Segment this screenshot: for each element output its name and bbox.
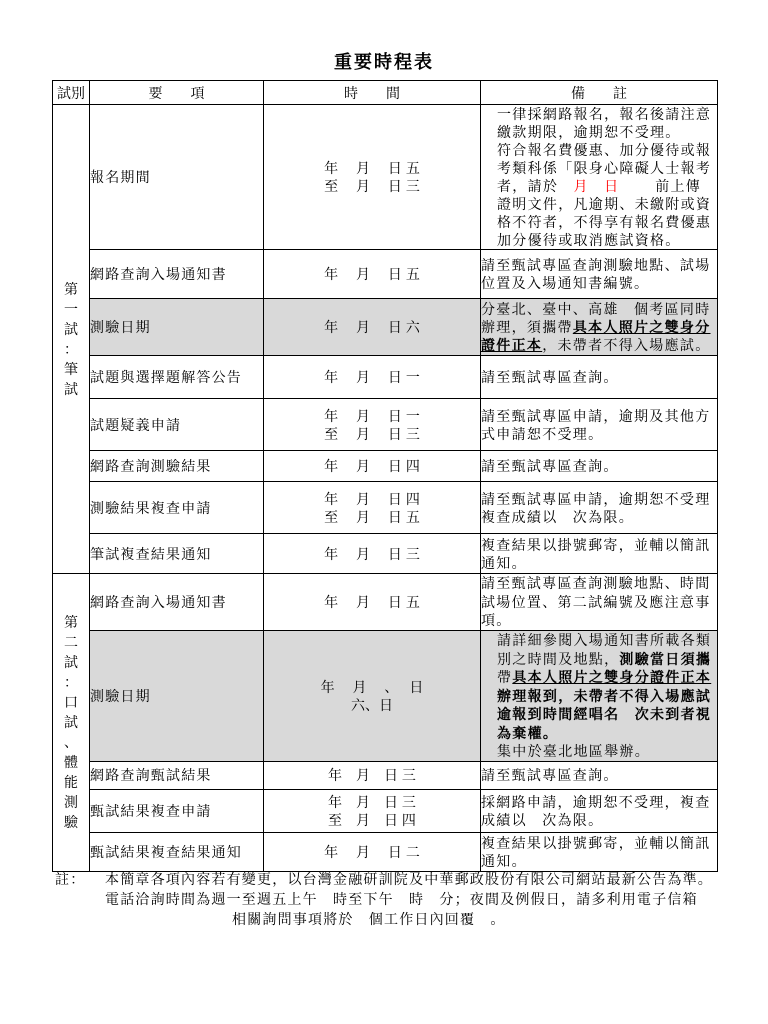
note-text: 加分優待或取消應試資格。 bbox=[497, 232, 681, 248]
note-text: 位置及入場通知書編號。 bbox=[481, 275, 650, 291]
item-name: 甄試結果複查結果通知 bbox=[90, 832, 264, 871]
footnote-prefix: 註： bbox=[55, 871, 86, 887]
note-text: 複查成績以 次為限。 bbox=[481, 508, 634, 525]
note-line bbox=[497, 213, 717, 231]
time-cell bbox=[264, 574, 481, 631]
schedule-table bbox=[52, 80, 718, 872]
note-line bbox=[497, 650, 717, 669]
note-cell bbox=[481, 574, 718, 631]
note-text: 成績以 次為限。 bbox=[481, 811, 604, 828]
note-text: 複查結果以掛號郵寄，並輔以簡訊 bbox=[481, 536, 711, 553]
schedule-row bbox=[53, 299, 718, 356]
item-name: 試題疑義申請 bbox=[90, 399, 264, 451]
note-line bbox=[481, 793, 717, 811]
note-text: 辦理報到，未帶者不得入場應試 bbox=[497, 687, 712, 704]
note-line bbox=[497, 742, 717, 761]
note-line bbox=[497, 177, 717, 195]
note-text: 請至甄試專區查詢。 bbox=[481, 458, 619, 474]
note-line bbox=[497, 141, 717, 159]
note-line bbox=[497, 123, 717, 141]
time-line: 六、日 bbox=[351, 696, 393, 713]
note-text: 請至甄試專區查詢測驗地點、試場 bbox=[481, 257, 711, 273]
note-text: 者，請於 bbox=[497, 178, 559, 194]
note-cell bbox=[481, 399, 718, 451]
note-line bbox=[497, 631, 717, 650]
header-exam-type: 試別 bbox=[53, 81, 90, 105]
note-cell bbox=[481, 250, 718, 299]
note-line bbox=[481, 368, 717, 386]
time-cell bbox=[264, 832, 481, 871]
note-cell bbox=[481, 761, 718, 789]
note-line bbox=[481, 766, 717, 784]
schedule-row bbox=[53, 574, 718, 631]
note-line bbox=[481, 574, 717, 593]
time-cell bbox=[264, 105, 481, 250]
note-line bbox=[497, 159, 717, 177]
section-label-cell bbox=[53, 105, 90, 574]
time-cell bbox=[264, 789, 481, 832]
time-line: 至 月 日 四 bbox=[328, 811, 416, 828]
note-line bbox=[481, 457, 717, 475]
item-name: 網路查詢甄試結果 bbox=[90, 761, 264, 789]
time-line: 至 月 日 五 bbox=[324, 508, 420, 525]
note-cell bbox=[481, 534, 718, 574]
item-name: 測驗日期 bbox=[90, 299, 264, 356]
header-note: 備 註 bbox=[481, 81, 718, 105]
note-text: 格不符者，不得享有報名費優惠 bbox=[497, 214, 712, 230]
note-cell bbox=[481, 789, 718, 832]
note-text: 請至甄試專區查詢。 bbox=[481, 767, 619, 783]
item-name: 測驗日期 bbox=[90, 631, 264, 762]
note-line bbox=[481, 274, 717, 292]
time-line: 年 月 日 五 bbox=[324, 594, 420, 610]
note-text: 試場位置、第二試編號及應注意事 bbox=[481, 593, 711, 610]
note-text: 採網路申請，逾期恕不受理，複查 bbox=[481, 793, 711, 810]
time-cell bbox=[264, 250, 481, 299]
item-name: 測驗結果複查申請 bbox=[90, 482, 264, 534]
note-text: 帶 bbox=[497, 669, 513, 685]
note-cell bbox=[481, 105, 718, 250]
note-text: 別之時間及地點， bbox=[497, 650, 620, 667]
note-text: 前上傳 bbox=[619, 178, 702, 194]
note-line bbox=[481, 490, 717, 508]
note-text: 逾報到時間經唱名 次未到者視 bbox=[497, 706, 712, 722]
schedule-row bbox=[53, 356, 718, 399]
note-text: 複查結果以掛號郵寄，並輔以簡訊 bbox=[481, 834, 711, 851]
schedule-row bbox=[53, 761, 718, 789]
schedule-row bbox=[53, 631, 718, 762]
note-text: 請至甄試專區申請，逾期及其他方 bbox=[481, 407, 711, 424]
note-text: 通知。 bbox=[481, 852, 527, 869]
note-line bbox=[481, 834, 717, 852]
note-cell bbox=[481, 299, 718, 356]
note-text: 證明文件，凡逾期、未繳附或資 bbox=[497, 196, 712, 212]
schedule-row bbox=[53, 482, 718, 534]
time-line: 年 月 日 五 bbox=[324, 160, 420, 176]
note-text: 分臺北、臺中、高雄 個考區同時 bbox=[481, 301, 711, 317]
time-line: 年 月 日 三 bbox=[328, 793, 416, 810]
schedule-row bbox=[53, 534, 718, 574]
note-text: 集中於臺北地區舉辦。 bbox=[497, 743, 650, 759]
header-row bbox=[53, 81, 718, 105]
note-line bbox=[497, 724, 717, 743]
note-text: 式申請恕不受理。 bbox=[481, 425, 604, 442]
schedule-row bbox=[53, 789, 718, 832]
note-line bbox=[481, 425, 717, 443]
document-title: 重要時程表 bbox=[334, 52, 434, 72]
item-name: 網路查詢測驗結果 bbox=[90, 451, 264, 482]
note-text: 項。 bbox=[481, 612, 512, 629]
note-text: 繳款期限，逾期恕不受理。 bbox=[497, 124, 681, 140]
note-text: 一律採網路報名，報名後請注意 bbox=[497, 106, 712, 122]
footnote-line: 本簡章各項內容若有變更，以台灣金融研訓院及中華郵政股份有限公司網站最新公告為準。 bbox=[105, 871, 713, 887]
note-text: ，未帶者不得入場應試。 bbox=[542, 337, 711, 353]
note-text: 月 日 bbox=[558, 178, 620, 194]
note-line bbox=[497, 687, 717, 706]
section-label: 第二試：口試、體能測驗 bbox=[64, 614, 78, 831]
time-line: 年 月 日 一 bbox=[324, 369, 420, 385]
item-name: 報名期間 bbox=[90, 105, 264, 250]
header-item: 要 項 bbox=[90, 81, 264, 105]
footnote-line: 相關詢問事項將於 個工作日內回覆 。 bbox=[232, 911, 506, 927]
time-line: 至 月 日 三 bbox=[324, 178, 420, 194]
note-cell bbox=[481, 356, 718, 399]
note-line bbox=[497, 105, 717, 123]
note-text: 為棄權。 bbox=[497, 724, 559, 741]
schedule-row bbox=[53, 105, 718, 250]
note-line bbox=[497, 231, 717, 249]
schedule-row bbox=[53, 399, 718, 451]
section-label-cell bbox=[53, 574, 90, 872]
note-cell bbox=[481, 482, 718, 534]
item-name: 網路查詢入場通知書 bbox=[90, 250, 264, 299]
note-line bbox=[481, 536, 717, 554]
time-cell bbox=[264, 761, 481, 789]
item-name: 甄試結果複查申請 bbox=[90, 789, 264, 832]
note-line bbox=[497, 668, 717, 687]
time-line: 年 月 日 六 bbox=[324, 319, 420, 335]
time-line: 年 月 、 日 bbox=[320, 678, 424, 695]
time-cell bbox=[264, 534, 481, 574]
time-line: 年 月 日 一 bbox=[324, 407, 420, 424]
note-text: 請至甄試專區查詢測驗地點、時間 bbox=[481, 575, 711, 592]
time-line: 年 月 日 三 bbox=[324, 545, 420, 562]
time-line: 年 月 日 二 bbox=[324, 843, 420, 860]
note-line bbox=[481, 508, 717, 526]
time-line: 年 月 日 三 bbox=[328, 767, 416, 783]
time-cell bbox=[264, 631, 481, 762]
time-line: 至 月 日 三 bbox=[324, 425, 420, 442]
time-cell bbox=[264, 451, 481, 482]
note-line bbox=[481, 611, 717, 630]
section-label: 第一試：筆試 bbox=[64, 281, 78, 397]
note-text: 考類科係「限身心障礙人士報考 bbox=[497, 160, 712, 176]
note-text: 請至甄試專區申請，逾期恕不受理 bbox=[481, 490, 711, 507]
note-line bbox=[481, 300, 717, 318]
note-text: 測驗當日須攜 bbox=[619, 650, 712, 667]
note-text: 符合報名費優惠、加分優待或報 bbox=[497, 142, 712, 158]
note-cell bbox=[481, 631, 718, 762]
schedule-body bbox=[53, 105, 718, 872]
time-cell bbox=[264, 399, 481, 451]
schedule-row bbox=[53, 832, 718, 871]
note-text: 請至甄試專區查詢。 bbox=[481, 369, 619, 385]
item-name: 試題與選擇題解答公告 bbox=[90, 356, 264, 399]
note-text: 具本人照片之雙身分證件正本 bbox=[512, 669, 712, 685]
note-line bbox=[497, 705, 717, 724]
note-line bbox=[481, 811, 717, 829]
item-name: 筆試複查結果通知 bbox=[90, 534, 264, 574]
note-text: 請詳細參閱入場通知書所載各類 bbox=[497, 632, 712, 648]
header-time: 時 間 bbox=[264, 81, 481, 105]
note-line bbox=[481, 593, 717, 612]
schedule-row bbox=[53, 451, 718, 482]
note-line bbox=[497, 195, 717, 213]
time-line: 年 月 日 五 bbox=[324, 266, 420, 282]
note-text: 證件正本 bbox=[481, 337, 543, 353]
note-cell bbox=[481, 451, 718, 482]
time-line: 年 月 日 四 bbox=[324, 458, 420, 474]
note-line bbox=[481, 852, 717, 870]
time-cell bbox=[264, 356, 481, 399]
note-text: 通知。 bbox=[481, 554, 527, 571]
note-line bbox=[481, 336, 717, 354]
note-line bbox=[481, 256, 717, 274]
note-cell bbox=[481, 832, 718, 871]
note-text: 具本人照片之雙身分 bbox=[572, 319, 711, 335]
note-line bbox=[481, 318, 717, 336]
time-line: 年 月 日 四 bbox=[324, 490, 420, 507]
time-cell bbox=[264, 482, 481, 534]
note-text: 辦理，須攜帶 bbox=[481, 319, 573, 335]
note-line bbox=[481, 407, 717, 425]
note-line bbox=[481, 554, 717, 572]
item-name: 網路查詢入場通知書 bbox=[90, 574, 264, 631]
time-cell bbox=[264, 299, 481, 356]
footnote-line: 電話洽詢時間為週一至週五上午 時至下午 時 分；夜間及例假日，請多利用電子信箱 bbox=[105, 891, 698, 907]
schedule-row bbox=[53, 250, 718, 299]
